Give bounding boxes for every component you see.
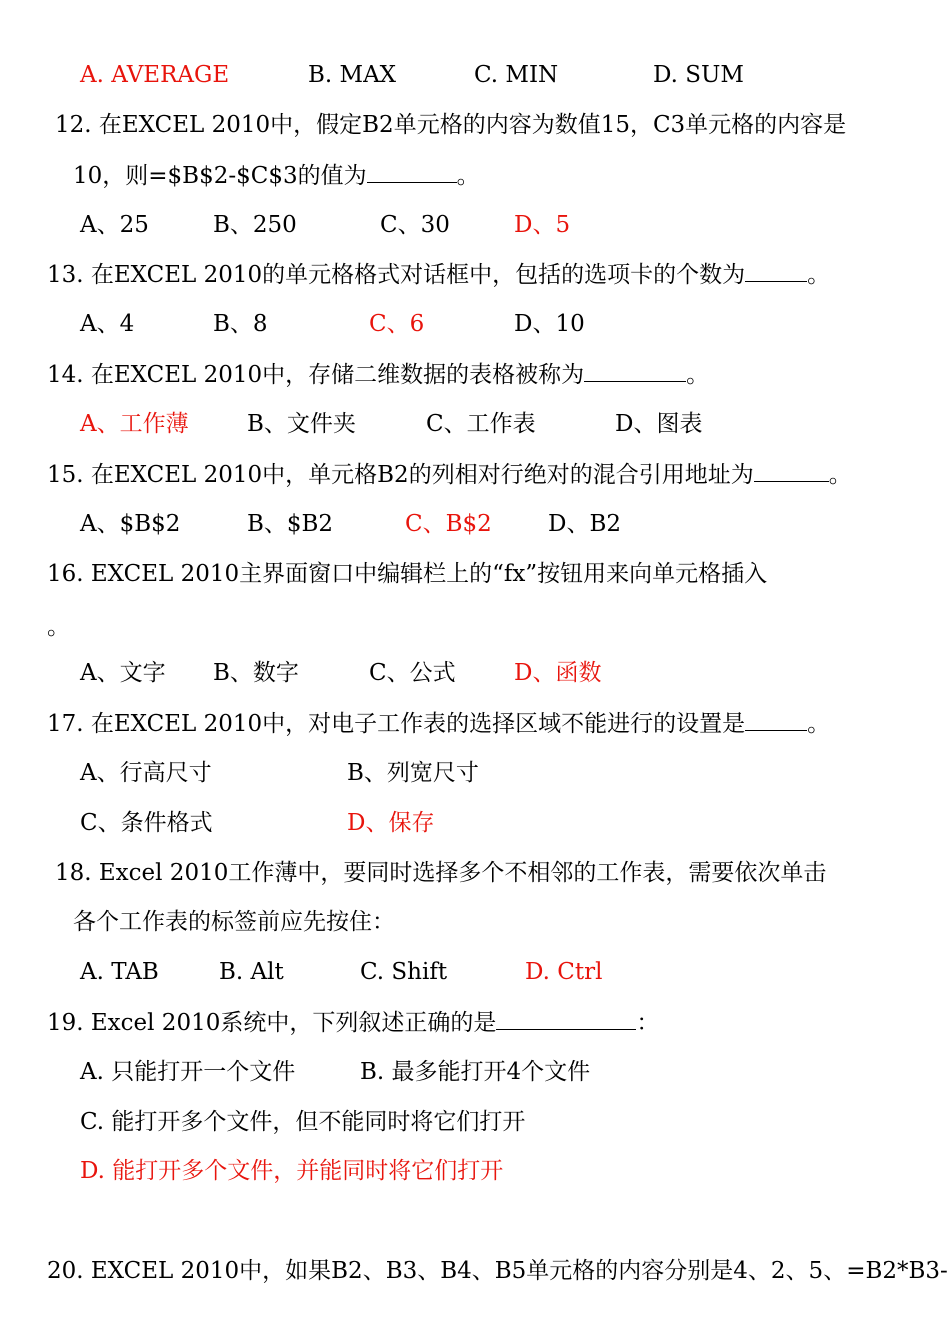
q11-option-b: B. MAX (308, 62, 397, 88)
q12-option-d: D、5 (514, 212, 571, 238)
q17-stem-line1 (47, 708, 830, 738)
q14-option-d: D、图表 (615, 411, 703, 437)
q16-stem-line1: 16. EXCEL 2010主界面窗口中编辑栏上的“fx”按钮用来向单元格插入 (47, 561, 768, 587)
q19-answer-blank (496, 1007, 636, 1030)
q12-stem-line1: 12. 在EXCEL 2010中，假定B2单元格的内容为数值15，C3单元格的内容是 (55, 112, 847, 138)
q13-option-c: C、6 (369, 311, 425, 337)
q18-stem-line1: 18. Excel 2010工作薄中，要同时选择多个不相邻的工作表，需要依次单击 (55, 860, 827, 886)
q14-stem-text: 14. 在EXCEL 2010中，存储二维数据的表格被称为 (47, 362, 585, 388)
q13-stem-text: 13. 在EXCEL 2010的单元格格式对话框中，包括的选项卡的个数为 (47, 262, 746, 288)
q16-stem-line2: 。 (47, 614, 70, 640)
q17-option-a: A、行高尺寸 (80, 760, 212, 786)
q13-option-b: B、8 (213, 311, 268, 337)
q12-option-c: C、30 (380, 212, 450, 238)
q18-option-d: D. Ctrl (525, 959, 603, 985)
q15-stem-end: 。 (828, 462, 852, 488)
q12-stem-end: 。 (456, 163, 480, 189)
q15-answer-blank (754, 459, 829, 482)
q13-option-d: D、10 (514, 311, 585, 337)
q15-stem-text: 15. 在EXCEL 2010中，单元格B2的列相对行绝对的混合引用地址为 (47, 462, 754, 488)
q11-option-a: A. AVERAGE (80, 62, 230, 88)
q12-answer-blank (367, 160, 457, 183)
q14-option-c: C、工作表 (426, 411, 536, 437)
q13-option-a: A、4 (80, 311, 135, 337)
q15-option-c: C、B$2 (405, 511, 492, 537)
q19-stem-line1 (47, 1007, 659, 1037)
q19-stem-end: ： (636, 1010, 660, 1036)
q18-option-b: B. Alt (219, 959, 284, 985)
q14-stem-line1 (47, 359, 709, 389)
q14-stem-end: 。 (686, 362, 710, 388)
q19-option-a: A. 只能打开一个文件 (80, 1059, 296, 1085)
q14-option-b: B、文件夹 (247, 411, 356, 437)
q19-option-c: C. 能打开多个文件，但不能同时将它们打开 (80, 1109, 526, 1135)
q11-option-c: C. MIN (474, 62, 559, 88)
q17-stem-end: 。 (807, 711, 831, 737)
q15-stem-line1 (47, 459, 852, 489)
q12-option-b: B、250 (213, 212, 297, 238)
q18-stem-line2: 各个工作表的标签前应先按住： (73, 909, 395, 935)
q14-option-a: A、工作薄 (80, 411, 189, 437)
q17-option-d: D、保存 (347, 810, 435, 836)
q16-option-a: A、文字 (80, 660, 166, 686)
q19-option-d: D. 能打开多个文件，并能同时将它们打开 (80, 1158, 504, 1184)
q12-stem-text: 10，则=$B$2-$C$3的值为 (73, 163, 367, 189)
q12-stem-line2 (73, 160, 480, 190)
q16-option-c: C、公式 (369, 660, 456, 686)
q19-stem-text: 19. Excel 2010系统中，下列叙述正确的是 (47, 1010, 497, 1036)
q16-option-d: D、函数 (514, 660, 602, 686)
q15-option-d: D、B2 (548, 511, 621, 537)
q17-stem-text: 17. 在EXCEL 2010中，对电子工作表的选择区域不能进行的设置是 (47, 711, 746, 737)
q14-answer-blank (584, 359, 686, 382)
q13-stem-end: 。 (807, 262, 831, 288)
q13-stem-line1 (47, 259, 830, 289)
q16-option-b: B、数字 (213, 660, 299, 686)
q15-option-a: A、$B$2 (80, 511, 181, 537)
q12-option-a: A、25 (80, 212, 149, 238)
q17-option-c: C、条件格式 (80, 810, 213, 836)
q20-stem-line1: 20. EXCEL 2010中，如果B2、B3、B4、B5单元格的内容分别是4、2、5、=B2*B3- (47, 1258, 948, 1284)
q19-option-b: B. 最多能打开4个文件 (360, 1059, 591, 1085)
q18-option-c: C. Shift (360, 959, 448, 985)
q17-option-b: B、列宽尺寸 (347, 760, 479, 786)
q18-option-a: A. TAB (80, 959, 159, 985)
q11-option-d: D. SUM (653, 62, 744, 88)
q17-answer-blank (745, 708, 807, 731)
q15-option-b: B、$B2 (247, 511, 334, 537)
q13-answer-blank (745, 259, 807, 282)
